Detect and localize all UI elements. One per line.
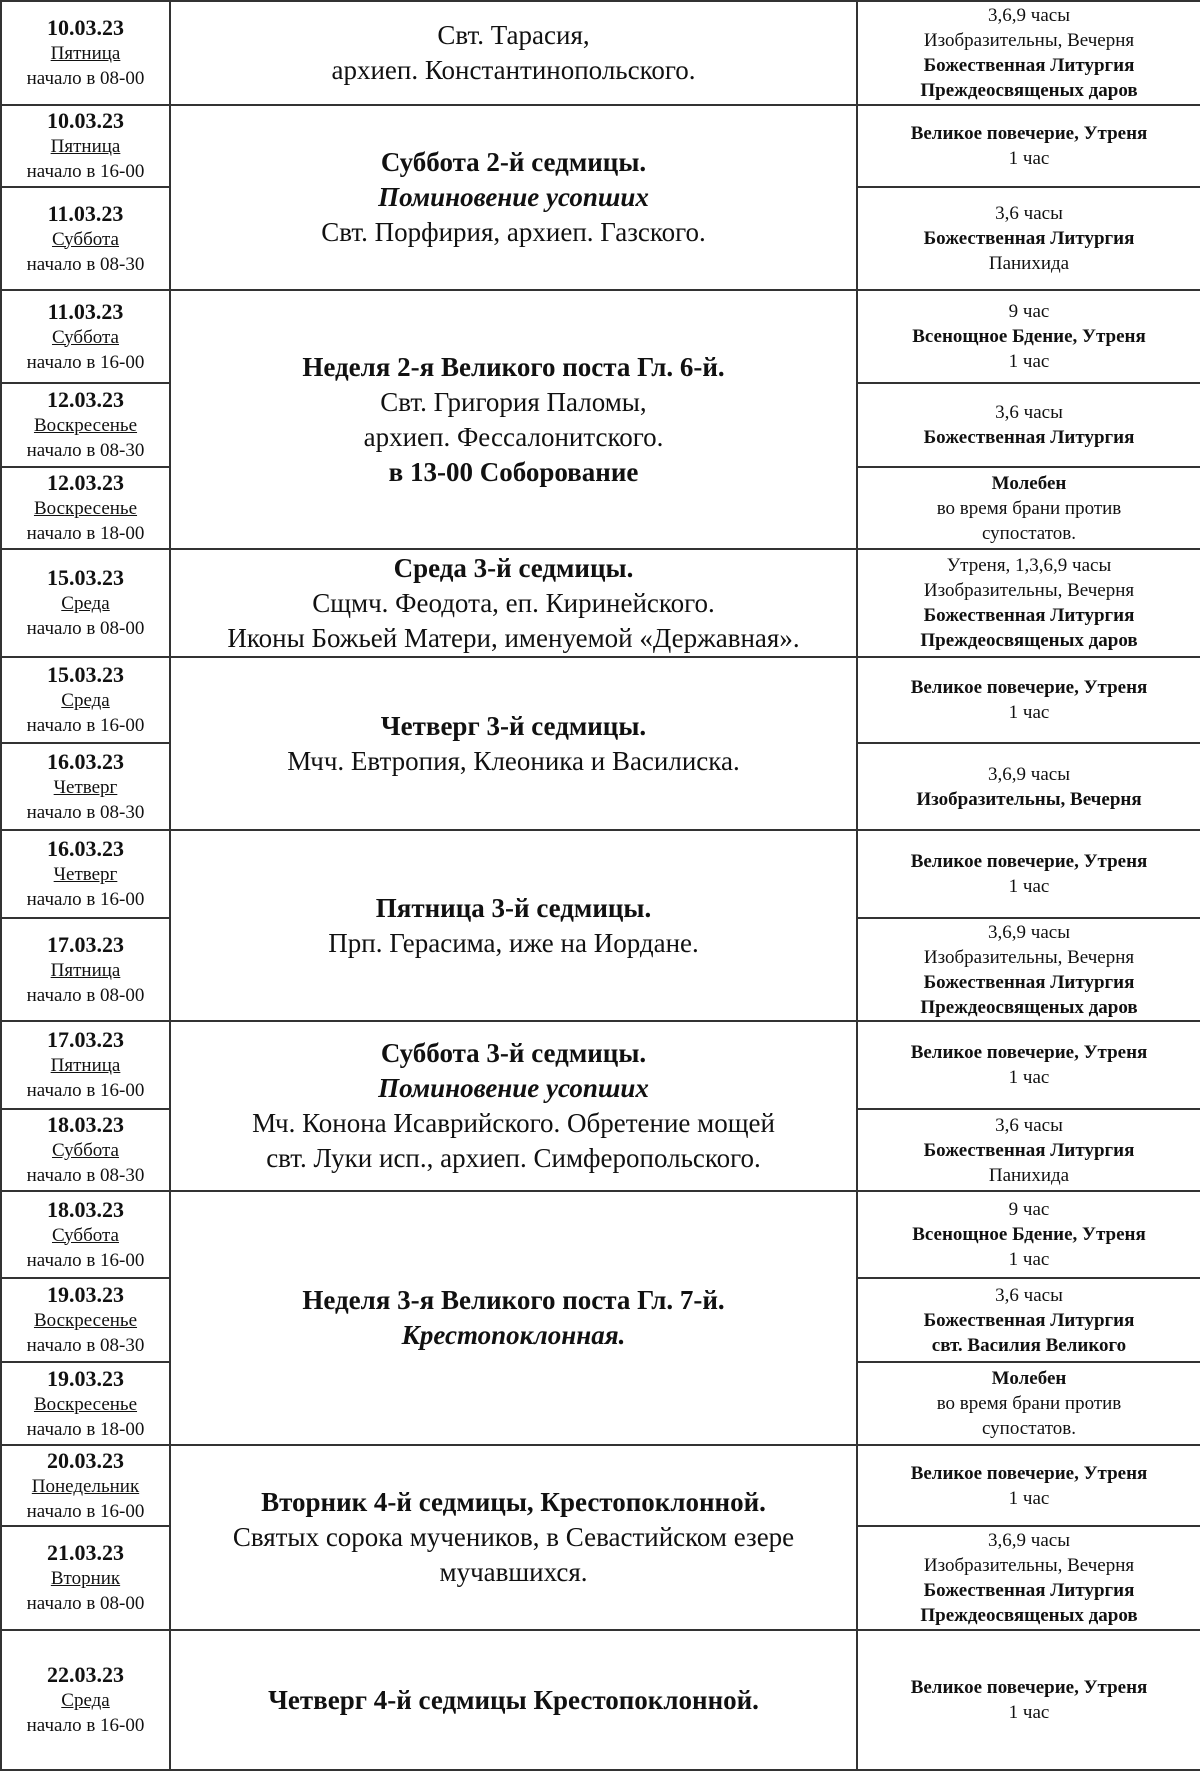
date-cell [2,919,171,1022]
service-line: 1 час [1008,1487,1050,1509]
date-cell [2,188,171,291]
day-description-cell [171,658,858,831]
service-line: Панихида [988,1164,1070,1186]
service-line: 3,6 часы [995,1284,1063,1306]
start-time: начало в 16-00 [26,889,145,910]
description-line: Суббота 2-й седмицы. [380,147,647,177]
service-line: супостатов. [981,522,1076,544]
day-description-cell [171,831,858,1022]
date: 18.03.23 [47,1196,124,1222]
weekday: Пятница [50,959,121,981]
weekday: Суббота [51,1140,119,1161]
service-line: Божественная Литургия [923,427,1135,448]
start-time: начало в 16-00 [26,351,145,373]
description-line: Неделя 2-я Великого поста Гл. 6-й. [302,351,725,382]
start-time: начало в 08-00 [26,68,145,89]
description-line: Среда 3-й седмицы. [393,552,634,583]
service-line: Божественная Литургия [923,971,1135,993]
date: 21.03.23 [47,1540,124,1565]
services-cell [858,1022,1200,1110]
service-line: Преждеосвященых даров [920,80,1138,101]
start-time: начало в 18-00 [26,523,145,544]
start-time: начало в 08-30 [26,253,145,275]
description-line: Мчч. Евтропия, Клеоника и Василиска. [287,745,740,776]
description-line: Иконы Божьей Матери, именуемой «Державная». [227,622,800,653]
start-time: начало в 08-30 [26,1165,145,1186]
weekday: Среда [61,593,110,614]
service-line: Всенощное Бдение, Утреня [912,1224,1146,1245]
date-cell [2,658,171,744]
date: 12.03.23 [47,470,124,495]
date-cell [2,1022,171,1110]
service-line: во время брани против [936,1393,1122,1414]
date: 11.03.23 [47,298,124,324]
day-description-cell [171,1631,858,1771]
service-line: Божественная Литургия [923,1580,1135,1601]
date-cell [2,1363,171,1446]
service-line: Изобразительны, Вечерня [923,946,1135,968]
description-line: Свт. Григория Паломы, [380,386,647,417]
start-time: начало в 08-30 [26,440,145,461]
description-line: Свт. Тарасия, [437,20,590,50]
date-cell [2,291,171,384]
description-line: Вторник 4-й седмицы, Крестопоклонной. [261,1487,766,1517]
weekday: Суббота [51,228,119,250]
date: 10.03.23 [47,108,124,133]
date-cell [2,1110,171,1192]
service-line: 9 час [1008,1199,1050,1220]
service-line: Великое повечерие, Утреня [910,677,1148,698]
service-line: Божественная Литургия [923,55,1135,76]
service-line: Изобразительны, Вечерня [923,30,1135,51]
service-line: 3,6 часы [995,402,1063,423]
weekday: Пятница [50,1055,121,1076]
date-cell [2,1446,171,1527]
day-description-cell [171,1446,858,1631]
date: 16.03.23 [47,836,124,861]
date: 10.03.23 [47,15,124,40]
date: 12.03.23 [47,387,124,412]
weekday: Среда [61,690,110,711]
service-line: Великое повечерие, Утреня [910,1677,1148,1698]
description-line: архиеп. Константинопольского. [331,55,696,85]
start-time: начало в 08-00 [26,618,145,639]
services-cell [858,1527,1200,1631]
service-line: Великое повечерие, Утреня [910,123,1148,144]
service-line: во время брани против [936,497,1122,519]
date-cell [2,1527,171,1631]
services-cell [858,468,1200,550]
description-line: архиеп. Фессалонитского. [363,421,664,452]
date-cell [2,831,171,919]
service-line: Преждеосвященых даров [920,1605,1138,1626]
day-description-cell [171,291,858,550]
service-line: Утреня, 1,3,6,9 часы [946,555,1112,576]
service-line: 1 час [1008,351,1050,372]
date-cell [2,1192,171,1279]
services-cell [858,550,1200,658]
description-line: Прп. Герасима, иже на Иордане. [328,927,699,958]
service-line: 1 час [1008,702,1050,723]
service-line: Всенощное Бдение, Утреня [912,326,1146,347]
description-line: Святых сорока мучеников, в Севастийском езере [232,1522,795,1552]
day-description-cell [171,1022,858,1192]
services-cell [858,188,1200,291]
service-line: Изобразительны, Вечерня [923,580,1135,601]
weekday: Воскресенье [33,498,138,519]
start-time: начало в 08-30 [26,801,145,823]
service-line: 3,6,9 часы [988,1530,1070,1551]
date: 22.03.23 [47,1662,124,1687]
start-time: начало в 08-30 [26,1335,145,1356]
service-line: 1 час [1008,876,1050,897]
service-line: Божественная Литургия [923,1309,1135,1331]
service-line: 1 час [1008,1702,1050,1723]
date: 17.03.23 [47,1027,124,1052]
description-line: Крестопоклонная. [401,1320,626,1350]
date-cell [2,468,171,550]
day-description-cell [171,1192,858,1446]
service-line: свт. Василия Великого [931,1334,1127,1356]
service-line: 1 час [1008,148,1050,169]
weekday: Четверг [53,776,118,798]
day-description-cell [171,2,858,106]
date: 20.03.23 [47,1447,124,1473]
description-line: Поминовение усопших [378,182,649,212]
start-time: начало в 16-00 [26,161,145,182]
date: 11.03.23 [47,200,124,226]
service-line: Изобразительны, Вечерня [923,1555,1135,1576]
service-line: 3,6,9 часы [988,921,1070,943]
description-line: свт. Луки исп., архиеп. Симферопольского. [266,1143,761,1173]
service-line: Изобразительны, Вечерня [916,788,1142,810]
weekday: Понедельник [31,1475,140,1497]
date: 17.03.23 [47,931,124,957]
start-time: начало в 16-00 [26,1715,145,1736]
description-line: Пятница 3-й седмицы. [375,892,652,923]
weekday: Пятница [50,136,121,157]
services-cell [858,1279,1200,1363]
date: 16.03.23 [47,748,124,774]
services-cell [858,1446,1200,1527]
start-time: начало в 16-00 [26,715,145,736]
service-line: супостатов. [981,1418,1076,1439]
start-time: начало в 08-00 [26,984,145,1006]
date-cell [2,1631,171,1771]
date: 19.03.23 [47,1282,124,1307]
services-cell [858,384,1200,468]
weekday: Среда [61,1690,110,1711]
date-cell [2,2,171,106]
services-cell [858,1363,1200,1446]
weekday: Четверг [53,864,118,885]
weekday: Пятница [50,43,121,64]
service-line: 1 час [1008,1067,1050,1088]
date-cell [2,1279,171,1363]
weekday: Вторник [50,1568,121,1589]
services-cell [858,831,1200,919]
service-line: Молебен [991,1368,1067,1389]
weekday: Воскресенье [33,1393,138,1415]
service-line: Великое повечерие, Утреня [910,1462,1148,1484]
description-line: Четверг 4-й седмицы Крестопоклонной. [268,1684,759,1715]
description-line: Поминовение усопших [378,1073,649,1103]
description-line: мучавшихся. [439,1557,588,1587]
service-line: 3,6 часы [995,1114,1063,1136]
day-description-cell [171,550,858,658]
services-cell [858,2,1200,106]
services-cell [858,658,1200,744]
service-line: Панихида [988,253,1070,274]
service-line: Преждеосвященых даров [920,996,1138,1018]
date-cell [2,106,171,188]
service-line: 9 час [1008,301,1050,322]
start-time: начало в 16-00 [26,1500,145,1522]
services-cell [858,919,1200,1022]
start-time: начало в 16-00 [26,1249,145,1271]
weekday: Воскресенье [33,415,138,436]
service-line: 3,6,9 часы [988,763,1070,785]
day-description-cell [171,106,858,291]
description-line: Свт. Порфирия, архиеп. Газского. [321,217,706,247]
description-line: Сщмч. Феодота, еп. Киринейского. [312,587,715,618]
service-line: Божественная Литургия [923,605,1135,626]
services-cell [858,1192,1200,1279]
service-line: Великое повечерие, Утреня [910,851,1148,872]
service-line: Божественная Литургия [923,1139,1135,1161]
weekday: Суббота [51,1224,119,1246]
service-line: Преждеосвященых даров [920,630,1138,651]
service-line: Великое повечерие, Утреня [910,1042,1148,1063]
start-time: начало в 16-00 [26,1080,145,1101]
date: 18.03.23 [47,1112,124,1137]
start-time: начало в 08-00 [26,1593,145,1614]
date-cell [2,550,171,658]
services-cell [858,106,1200,188]
date-cell [2,744,171,831]
service-line: Молебен [991,472,1067,494]
weekday: Воскресенье [33,1310,138,1331]
description-line: Мч. Конона Исаврийского. Обретение мощей [252,1108,775,1138]
service-line: 1 час [1008,1249,1050,1270]
date: 15.03.23 [47,662,124,687]
description-line: в 13-00 Соборование [388,456,639,487]
services-cell [858,1110,1200,1192]
services-cell [858,744,1200,831]
description-line: Суббота 3-й седмицы. [380,1038,647,1068]
date: 19.03.23 [47,1365,124,1391]
service-line: 3,6 часы [995,203,1063,224]
service-line: 3,6,9 часы [988,5,1070,26]
description-line: Четверг 3-й седмицы. [380,710,647,741]
start-time: начало в 18-00 [26,1418,145,1440]
services-cell [858,291,1200,384]
date: 15.03.23 [47,565,124,590]
weekday: Суббота [51,326,119,348]
services-cell [858,1631,1200,1771]
service-line: Божественная Литургия [923,228,1135,249]
date-cell [2,384,171,468]
description-line: Неделя 3-я Великого поста Гл. 7-й. [302,1285,725,1315]
